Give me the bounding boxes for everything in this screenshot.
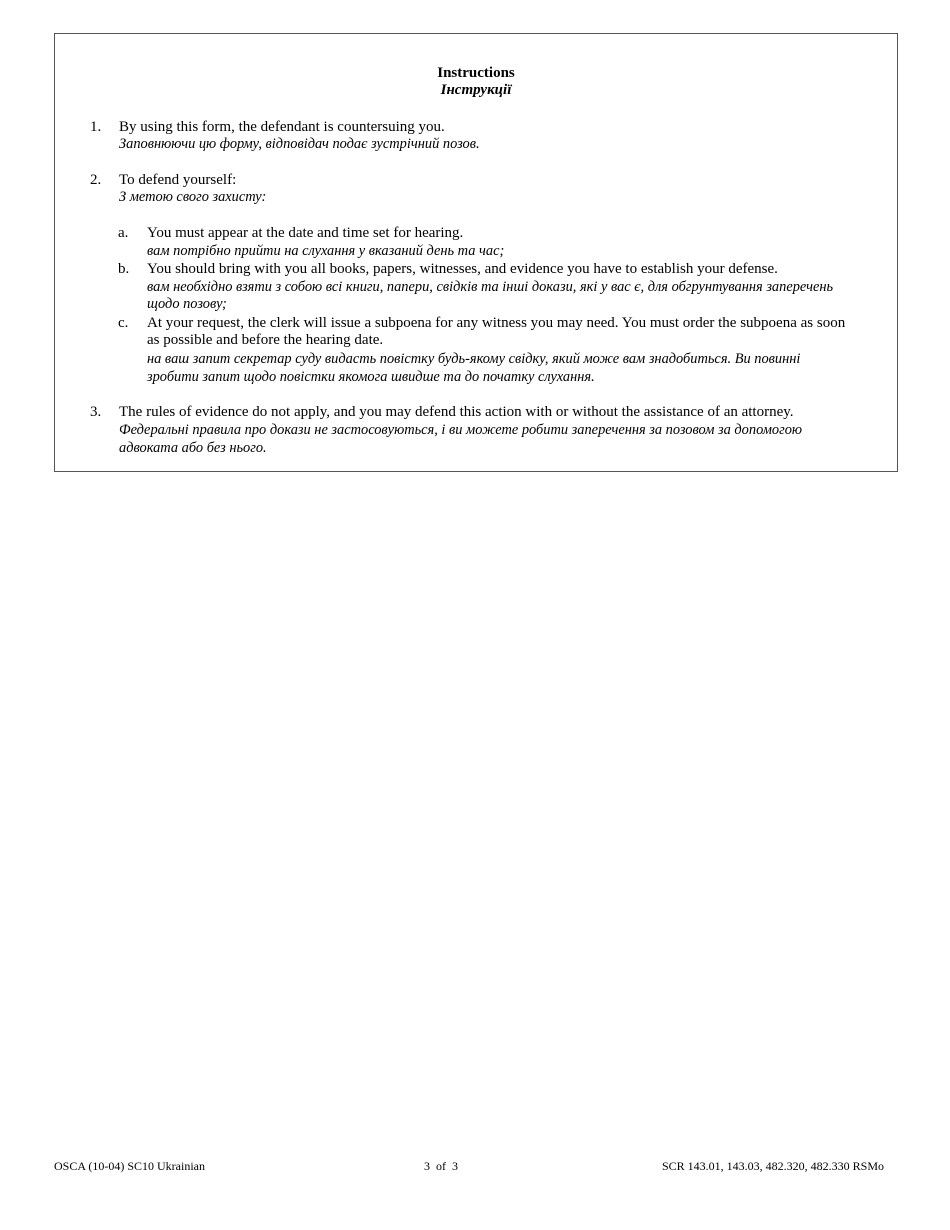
item-3-text-uk-line2: адвоката або без нього. [119, 440, 267, 456]
instructions-title: Instructions [437, 65, 515, 81]
instructions-title-uk: Інструкції [440, 82, 512, 98]
footer-page-number: 3 of 3 [424, 1159, 458, 1173]
item-1-text: By using this form, the defendant is countersuing you. [119, 119, 445, 135]
item-1-number: 1. [90, 119, 102, 135]
item-3-number: 3. [90, 404, 102, 420]
instructions-box [54, 33, 898, 472]
item-2a-text-uk: вам потрібно прийти на слухання у вказаний день та час; [147, 243, 505, 259]
footer-statutes: SCR 143.01, 143.03, 482.320, 482.330 RSMo [662, 1159, 885, 1173]
item-3-text: The rules of evidence do not apply, and you may defend this action with or without the assistance of an attorney. [119, 404, 794, 420]
item-2c-text-line2: as possible and before the hearing date. [147, 332, 384, 348]
item-2b-text-uk-line1: вам необхідно взяти з собою всі книги, папери, свідків та інші докази, які у вас є, для обгрунтування заперечень [147, 279, 834, 295]
item-2b-text: You should bring with you all books, papers, witnesses, and evidence you have to establish your defense. [147, 261, 778, 277]
item-2a-text: You must appear at the date and time set for hearing. [147, 225, 464, 241]
item-2c-text-uk-line2: зробити запит щодо повістки якомога швидше та до початку слухання. [147, 369, 595, 385]
item-2-text: To defend yourself: [119, 172, 237, 188]
item-1-text-uk: Заповнюючи цю форму, відповідач подає зустрічний позов. [119, 136, 480, 152]
item-2-number: 2. [90, 172, 102, 188]
item-2-text-uk: З метою свого захисту: [119, 189, 267, 205]
item-2c-text-line1: At your request, the clerk will issue a subpoena for any witness you may need. You must order the subpoena as soon [147, 315, 846, 331]
footer-form-id: OSCA (10-04) SC10 Ukrainian [54, 1159, 205, 1173]
item-2b-letter: b. [118, 261, 130, 277]
item-2c-text-uk-line1: на ваш запит секретар суду видасть повістку будь-якому свідку, який може вам знадобиться. Ви повинні [147, 351, 801, 367]
item-2a-letter: a. [118, 225, 129, 241]
item-2b-text-uk-line2: щодо позову; [147, 296, 227, 312]
item-2c-letter: c. [118, 315, 129, 331]
item-3-text-uk-line1: Федеральні правила про докази не застосовуються, і ви можете робити заперечення за позовом за допомогою [119, 422, 803, 438]
